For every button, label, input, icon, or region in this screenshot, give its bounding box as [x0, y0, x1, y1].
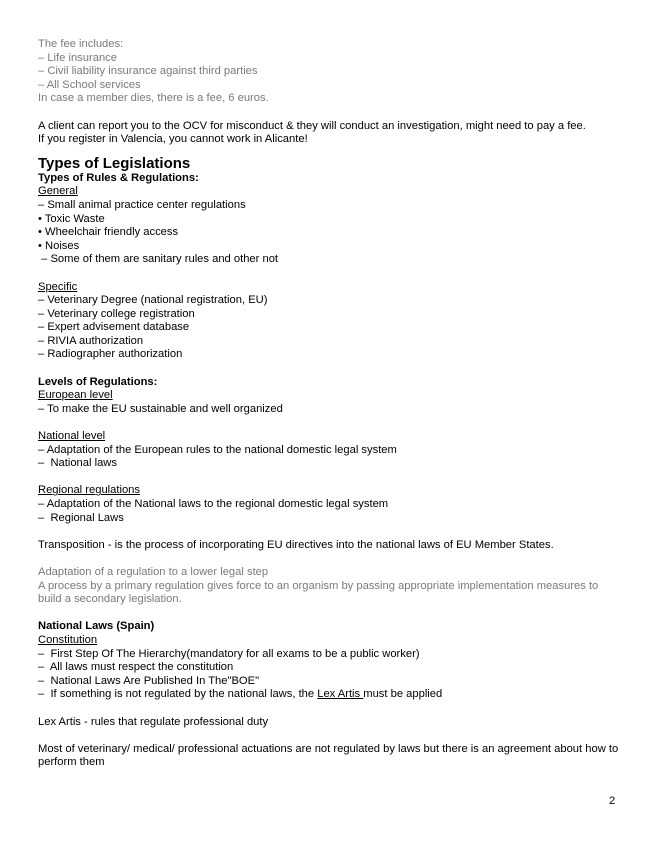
specific-label: Specific — [38, 280, 78, 293]
ocv-register-line: If you register in Valencia, you cannot work in Alicante! — [38, 133, 308, 146]
fee-item: – Civil liability insurance against third parties — [38, 65, 258, 78]
specific-item: – Veterinary Degree (national registration, EU) — [38, 294, 268, 307]
constitution-label: Constitution — [38, 633, 98, 646]
specific-item: – Veterinary college registration — [38, 307, 195, 320]
constitution-item — [38, 688, 623, 702]
adaptation-text: A process by a primary regulation gives force to an organism by passing appropriate implementation measures to build a secondary legislation. — [38, 579, 599, 606]
fee-item: – All School services — [38, 78, 141, 91]
page-number: 2 — [609, 795, 616, 807]
constitution-item: – All laws must respect the constitution — [38, 661, 234, 674]
fee-death-note: In case a member dies, there is a fee, 6 euros. — [38, 92, 269, 105]
lex-artis-prefix: – If something is not regulated by the national laws, the — [38, 688, 318, 701]
closing-paragraph: Most of veterinary/ medical/ professional actuations are not regulated by laws but there is an agreement about how to perform them — [38, 742, 619, 769]
specific-item: – Expert advisement database — [38, 321, 190, 334]
constitution-item: – National Laws Are Published In The"BOE" — [38, 674, 260, 687]
regional-item: – Regional Laws — [38, 511, 124, 524]
transposition-definition: Transposition - is the process of incorporating EU directives into the national laws of EU Member States. — [38, 538, 554, 551]
lex-artis-link: Lex Artis — [317, 688, 364, 701]
adaptation-title: Adaptation of a regulation to a lower legal step — [38, 565, 269, 578]
lex-artis-suffix: must be applied — [363, 688, 443, 701]
ocv-report-line: A client can report you to the OCV for misconduct & they will conduct an investigation, might need to pay a fee. — [38, 119, 586, 132]
general-item: • Noises — [38, 239, 80, 252]
european-item: – To make the EU sustainable and well organized — [38, 402, 283, 415]
european-label: European level — [38, 389, 113, 402]
lex-artis-definition: Lex Artis - rules that regulate professional duty — [38, 715, 269, 728]
document-page — [38, 38, 623, 770]
fee-item: – Life insurance — [38, 51, 117, 64]
national-item: – Adaptation of the European rules to the national domestic legal system — [38, 443, 397, 456]
general-item: • Wheelchair friendly access — [38, 226, 179, 239]
rules-heading: Types of Rules & Regulations: — [38, 171, 199, 184]
regional-label: Regional regulations — [38, 484, 140, 497]
general-item: • Toxic Waste — [38, 212, 105, 225]
section-title-legislations: Types of Legislations — [38, 154, 191, 172]
general-item: – Some of them are sanitary rules and other not — [38, 253, 279, 266]
specific-item: – Radiographer authorization — [38, 348, 183, 361]
general-item: – Small animal practice center regulations — [38, 198, 246, 211]
national-item: – National laws — [38, 457, 117, 470]
general-label: General — [38, 185, 78, 198]
specific-item: – RIVIA authorization — [38, 334, 144, 347]
national-label: National level — [38, 430, 106, 443]
levels-heading: Levels of Regulations: — [38, 375, 158, 388]
fee-intro: The fee includes: — [38, 38, 124, 50]
spain-heading: National Laws (Spain) — [38, 620, 155, 633]
constitution-item: – First Step Of The Hierarchy(mandatory for all exams to be a public worker) — [38, 647, 420, 660]
regional-item: – Adaptation of the National laws to the regional domestic legal system — [38, 498, 389, 510]
